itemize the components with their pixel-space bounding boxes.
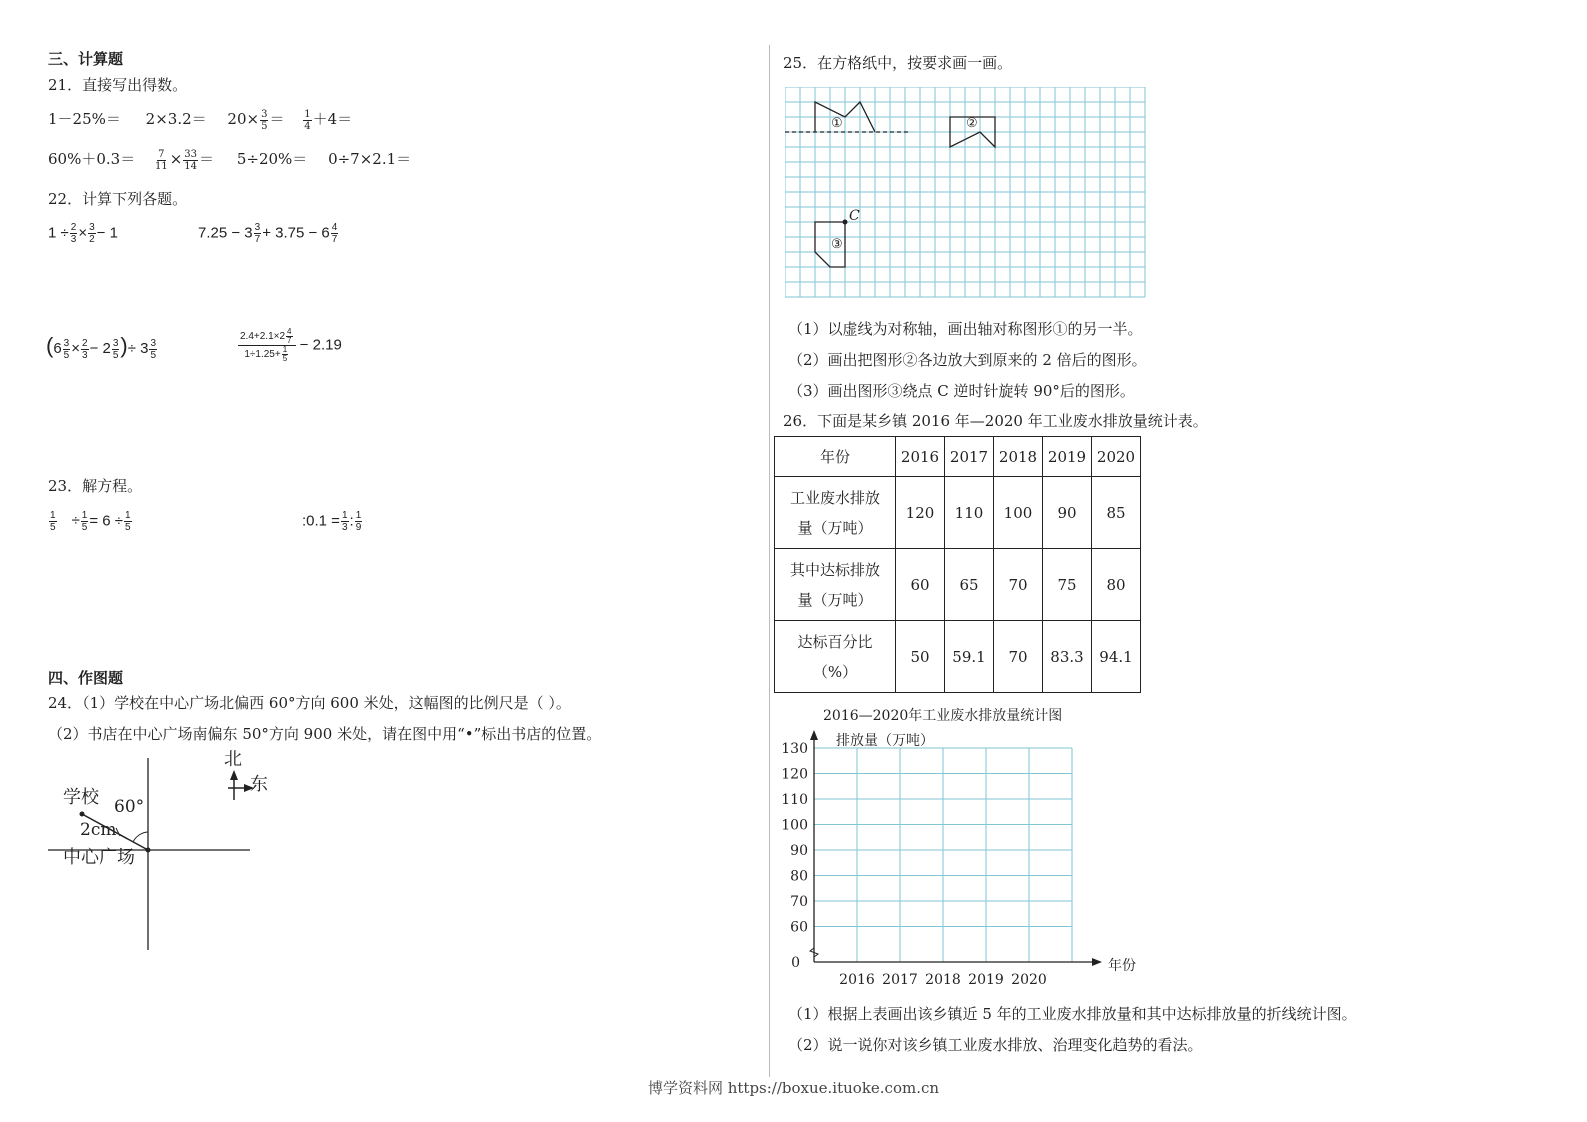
table-header: 年份 <box>775 437 896 477</box>
section3-title: 三、计算题 <box>48 50 124 68</box>
q21-item: 5÷20%＝ <box>236 150 308 168</box>
table-cell: 94.1 <box>1092 621 1141 693</box>
table-cell: 83.3 <box>1043 621 1092 693</box>
q21-item: 20× <box>227 110 260 128</box>
east-label: 东 <box>250 774 268 795</box>
shape-3-label: ③ <box>831 237 843 252</box>
row-label: 工业废水排放 量（万吨） <box>775 477 896 549</box>
q23-label: 23．解方程。 <box>48 477 143 495</box>
x-tick-label: 2016 <box>839 972 875 988</box>
school-point <box>80 812 85 817</box>
y-tick-label: 0 <box>791 955 800 971</box>
x-tick-label: 2019 <box>968 972 1004 988</box>
chart-ylabel: 排放量（万吨） <box>836 733 934 749</box>
table-cell: 85 <box>1092 477 1141 549</box>
table-year: 2016 <box>896 437 945 477</box>
table-row <box>775 477 1141 549</box>
y-tick-label: 100 <box>781 817 808 834</box>
table-cell: 60 <box>896 549 945 621</box>
shape-2-label: ② <box>966 116 978 131</box>
table-year: 2020 <box>1092 437 1141 477</box>
footer: 博学资料网 https://boxue.ituoke.com.cn <box>647 1079 940 1097</box>
table-cell: 75 <box>1043 549 1092 621</box>
chart-xlabel: 年份 <box>1108 958 1136 974</box>
section4-title: 四、作图题 <box>48 669 124 687</box>
table-cell: 50 <box>896 621 945 693</box>
table-year: 2019 <box>1043 437 1092 477</box>
table-header-row <box>775 437 1141 477</box>
y-tick-label: 90 <box>790 843 808 859</box>
q25-task: （3）画出图形③绕点 C 逆时针旋转 90°后的图形。 <box>788 382 1135 400</box>
chart-grid <box>814 748 1072 962</box>
q22-expr2: 7.25 − 3 $\frac{3}{7}$ + 3.75 − 6 $\frac{4}{7}$ <box>198 222 338 245</box>
q21-item: 0÷7×2.1＝ <box>328 150 412 168</box>
q25-task: （2）画出把图形②各边放大到原来的 2 倍后的图形。 <box>788 351 1147 369</box>
q26-task: （1）根据上表画出该乡镇近 5 年的工业废水排放量和其中达标排放量的折线统计图。 <box>788 1005 1357 1023</box>
row-label: 达标百分比 （%） <box>775 621 896 693</box>
q24-line2: （2）书店在中心广场南偏东 50°方向 900 米处，请在图中用“•”标出书店的位置。 <box>48 725 602 743</box>
q22-expr3: (6 $\frac{3}{5}$ × $\frac{2}{3}$ − 2 $\frac{3}{5}$ )÷ 3 $\frac{3}{5}$ <box>46 333 157 361</box>
point-c-label: C <box>849 208 860 224</box>
table-cell: 110 <box>945 477 994 549</box>
angle-arc <box>133 832 148 842</box>
x-tick-label: 2018 <box>925 972 961 988</box>
wastewater-table <box>774 436 1141 693</box>
q21-item: 1－25%＝ <box>48 110 121 128</box>
y-tick-label: 70 <box>790 894 808 910</box>
y-axis-arrow-icon <box>810 730 818 740</box>
chart-title: 2016—2020年工业废水排放量统计图 <box>823 708 1063 724</box>
q23-eq2: :0.1 = $\frac{1}{3}$ : $\frac{1}{9}$ <box>302 510 362 533</box>
q21-row1: 1－25%＝ 2×3.2＝ 20× $\frac{3}{5}$ ＝ $\frac{1}{4}$ ＋4＝ <box>48 108 353 132</box>
line-chart <box>776 730 1116 990</box>
fraction: $\frac{3}{5}$ <box>261 108 268 132</box>
distance-label: 2cm <box>80 820 117 840</box>
q21-item: 60%＋0.3＝ <box>48 150 136 168</box>
table-cell: 70 <box>994 549 1043 621</box>
fraction: $\frac{7}{11}$ <box>154 148 168 172</box>
q24-line1: 24．（1）学校在中心广场北偏西 60°方向 600 米处，这幅图的比例尺是（ ）。 <box>48 694 571 712</box>
y-tick-label: 130 <box>781 741 808 757</box>
q25-task: （1）以虚线为对称轴，画出轴对称图形①的另一半。 <box>788 320 1143 338</box>
school-label: 学校 <box>63 787 99 808</box>
q21-item: ＋4＝ <box>312 110 353 128</box>
fraction: $\frac{1}{4}$ <box>304 108 311 132</box>
x-axis-arrow-icon <box>1092 958 1102 966</box>
center-label: 中心广场 <box>63 847 135 868</box>
y-tick-label: 110 <box>781 792 808 808</box>
q22-label: 22．计算下列各题。 <box>48 190 188 208</box>
q22-expr1: 1 ÷ $\frac{2}{3}$ × $\frac{3}{2}$ − 1 <box>48 222 118 245</box>
table-cell: 120 <box>896 477 945 549</box>
q21-label: 21．直接写出得数。 <box>48 76 188 94</box>
table-year: 2017 <box>945 437 994 477</box>
table-row <box>775 549 1141 621</box>
x-tick-label: 2017 <box>882 972 918 988</box>
north-label: 北 <box>224 749 242 770</box>
chart-ticks <box>781 741 1047 988</box>
table-year: 2018 <box>994 437 1043 477</box>
q21-row2: 60%＋0.3＝ $\frac{7}{11}$ × $\frac{33}{14}$ ＝ 5÷20%＝ 0÷7×2.1＝ <box>48 148 412 172</box>
table-cell: 80 <box>1092 549 1141 621</box>
table-cell: 59.1 <box>945 621 994 693</box>
table-cell: 65 <box>945 549 994 621</box>
q22-expr4: 2.4+2.1×2 $\frac{4}{7}$ 1÷1.25+ $\frac{1}{5}$ − 2.19 <box>240 327 342 363</box>
table-row <box>775 621 1141 693</box>
y-tick-label: 60 <box>790 919 808 936</box>
table-cell: 90 <box>1043 477 1092 549</box>
q25-label: 25．在方格纸中，按要求画一画。 <box>783 54 1013 72</box>
angle-label: 60° <box>114 797 145 817</box>
q21-item: 2×3.2＝ <box>145 110 207 128</box>
q26-label: 26．下面是某乡镇 2016 年—2020 年工业废水排放量统计表。 <box>783 412 1208 430</box>
column-divider <box>769 45 770 1077</box>
x-tick-label: 2020 <box>1011 972 1047 988</box>
center-point <box>146 848 151 853</box>
row-label: 其中达标排放 量（万吨） <box>775 549 896 621</box>
fraction: $\frac{33}{14}$ <box>184 148 198 172</box>
y-tick-label: 80 <box>790 868 808 885</box>
shape-1-label: ① <box>831 116 843 131</box>
q26-task: （2）说一说你对该乡镇工业废水排放、治理变化趋势的看法。 <box>788 1036 1203 1054</box>
table-cell: 70 <box>994 621 1043 693</box>
point-c <box>843 220 848 225</box>
tick-mark <box>116 828 120 836</box>
q23-eq1: $\frac{1}{5}$ ÷ $\frac{1}{5}$ = 6 ÷ $\frac{1}{5}$ <box>50 510 131 533</box>
y-tick-label: 120 <box>781 766 808 783</box>
table-cell: 100 <box>994 477 1043 549</box>
